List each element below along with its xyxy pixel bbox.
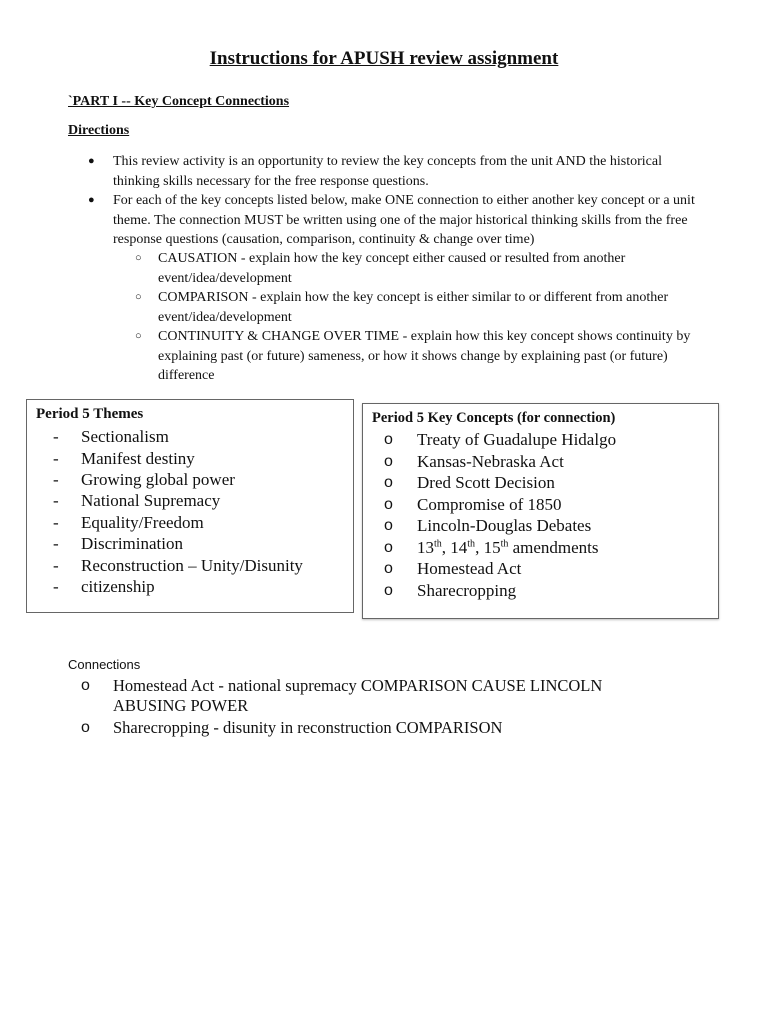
connections-label: Connections [68,657,141,672]
concept-item: o Homestead Act [384,559,522,578]
concept-item: o Kansas-Nebraska Act [384,452,564,471]
sub-bullet-item [135,327,718,386]
concept-item: o Sharecropping [384,581,517,600]
sub-bullet-text: CONTINUITY & CHANGE OVER TIME - explain how this key concept shows continuity by explaining past (or future) sameness, or how it shows change by explaining past (or future) difference [158,329,691,383]
theme-item: - Growing global power [53,470,235,489]
bullet-o-icon: o [384,517,393,534]
theme-item: - Equality/Freedom [53,513,204,532]
connection-text: Homestead Act - national supremacy COMPARISON CAUSE LINCOLN ABUSING POWER [113,676,603,715]
theme-item: - Discrimination [53,534,183,553]
amendment-13: 13 [417,538,434,557]
bullet-text: This review activity is an opportunity to review the key concepts from the unit AND the historical thinking skills necessary for the free response questions. [113,154,662,189]
concept-item: o 13th, 14th, 15th amendments [384,538,599,557]
dash-icon: - [53,513,59,532]
sub-bullet-item [135,249,718,288]
theme-item: - National Supremacy [53,491,221,510]
connection-text: Sharecropping - disunity in reconstruction COMPARISON [113,718,503,737]
concepts-box [362,403,719,619]
connection-item [81,718,673,738]
bullet-text: For each of the key concepts listed below, make ONE connection to either another key concept or a unit theme. The connection MUST be written using one of the major historical thinking skills from the free response questions (causation, comparison, continuity & change over time) [113,193,695,247]
sub-bullet-item [135,288,718,327]
bullet-dot-icon: ● [88,194,95,206]
bullet-o-icon: o [384,539,393,556]
dash-icon: - [53,556,59,575]
themes-heading: Period 5 Themes [36,406,144,422]
amendment-14: 14 [450,538,468,557]
concept-item: o Dred Scott Decision [384,473,555,492]
bullet-o-icon: o [384,431,393,448]
dash-icon: - [53,577,59,596]
concept-item: o Treaty of Guadalupe Hidalgo [384,430,617,449]
bullet-o-icon: o [384,453,393,470]
bullet-o-icon: o [384,560,393,577]
dash-icon: - [53,470,59,489]
bullet-item [88,152,703,191]
amendment-15: 15 [483,538,501,557]
theme-item: - Manifest destiny [53,449,195,468]
sub-bullet-text: CAUSATION - explain how the key concept either caused or resulted from another event/idea/development [158,251,626,286]
concept-item: o Lincoln-Douglas Debates [384,516,592,535]
themes-box [26,399,354,613]
part-heading: `PART I -- Key Concept Connections [68,94,290,109]
theme-item: - Sectionalism [53,427,169,446]
dash-icon: - [53,449,59,468]
theme-item: - Reconstruction – Unity/Disunity [53,556,303,575]
bullet-o-icon: o [384,582,393,599]
hollow-circle-icon: ○ [135,330,142,342]
document-title: Instructions for APUSH review assignment [209,48,559,69]
bullet-item [88,191,703,250]
hollow-circle-icon: ○ [135,291,142,303]
bullet-dot-icon: ● [88,155,95,167]
directions-heading: Directions [68,123,130,138]
theme-item: - citizenship [53,577,155,596]
hollow-circle-icon: ○ [135,252,142,264]
dash-icon: - [53,427,59,446]
bullet-o-icon: o [384,496,393,513]
concept-item: o Compromise of 1850 [384,495,562,514]
bullet-o-icon: o [81,719,90,736]
dash-icon: - [53,491,59,510]
sub-bullet-text: COMPARISON - explain how the key concept is either similar to or different from another event/idea/development [158,290,669,325]
dash-icon: - [53,534,59,553]
bullet-o-icon: o [384,474,393,491]
connection-item [81,676,673,716]
bullet-o-icon: o [81,677,90,694]
concepts-heading: Period 5 Key Concepts (for connection) [372,410,616,426]
